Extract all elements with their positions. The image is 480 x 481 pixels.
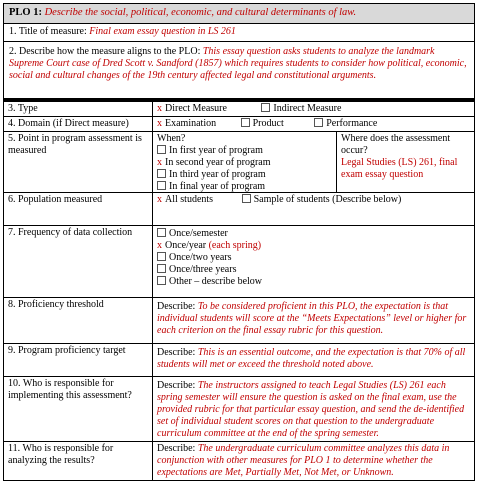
target-row	[4, 344, 475, 377]
other-option[interactable]: Other – describe below	[157, 276, 470, 288]
population-label: 6. Population measured	[4, 193, 153, 226]
examination-option[interactable]: x Examination	[157, 118, 217, 129]
threshold-cell	[153, 298, 475, 344]
checkbox-icon	[241, 118, 250, 127]
checkbox-icon	[157, 252, 166, 261]
population-options	[153, 193, 475, 226]
domain-label: 4. Domain (if Direct measure)	[4, 117, 153, 132]
second-year-option[interactable]: x In second year of program	[157, 157, 271, 168]
domain-options	[153, 117, 475, 132]
checkbox-icon	[157, 276, 166, 285]
frequency-label: 7. Frequency of data collection	[4, 226, 153, 298]
checkbox-icon	[157, 181, 166, 190]
first-year-option[interactable]: In first year of program	[157, 145, 332, 157]
product-option[interactable]: Product	[241, 118, 284, 130]
alignment-row	[3, 42, 475, 99]
target-value: This is an essential outcome, and the expectation is that 70% of all students will met or exceed the threshold noted above.	[157, 347, 466, 370]
analysis-label: 11. Who is responsible for analyzing the results?	[4, 442, 153, 481]
implementation-label: 10. Who is responsible for implementing this assessment?	[4, 377, 153, 442]
assessment-table	[3, 101, 475, 481]
where-label: Where does the assessment occur?	[341, 133, 451, 156]
threshold-row	[4, 298, 475, 344]
all-students-option[interactable]: x All students	[157, 194, 214, 205]
domain-row	[4, 117, 475, 132]
alignment-label: 2. Describe how the measure aligns to the PLO:	[9, 46, 201, 57]
implementation-row	[4, 377, 475, 442]
title-value: Final exam essay question in LS 261	[89, 26, 236, 37]
type-label: 3. Type	[4, 102, 153, 117]
once-two-years-option[interactable]: Once/two years	[157, 252, 470, 264]
plo-description: Describe the social, political, economic, and cultural determinants of law.	[44, 7, 357, 18]
target-label: 9. Program proficiency target	[4, 344, 153, 377]
analysis-cell	[153, 442, 475, 481]
implementation-value: The instructors assigned to teach Legal Studies (LS) 261 each spring semester will ensure the question is asked on the final exam, use the provided rubric for that particular essay question, and send the de-identified set of individual student scores on that question to the undergraduate curriculum committee at the end of the spring semester.	[157, 380, 465, 439]
type-options	[153, 102, 475, 117]
analysis-row	[4, 442, 475, 481]
checkbox-icon	[242, 194, 251, 203]
point-in-program-row	[4, 132, 475, 193]
once-semester-option[interactable]: Once/semester	[157, 228, 470, 240]
threshold-describe: Describe:	[157, 301, 196, 312]
checkbox-icon	[157, 264, 166, 273]
when-label: When?	[157, 133, 186, 144]
checkbox-icon	[314, 118, 323, 127]
plo-label: PLO 1:	[9, 7, 42, 18]
where-column	[337, 132, 474, 192]
title-label: 1. Title of measure:	[9, 26, 87, 37]
when-column	[153, 132, 337, 192]
threshold-value: To be considered proficient in this PLO, the expectation is that individual students will score at the “Meets Expectations” level or higher for each criterion on the final essay rubric for this question.	[157, 301, 467, 336]
direct-measure-option[interactable]: x Direct Measure	[157, 103, 227, 114]
implementation-cell	[153, 377, 475, 442]
third-year-option[interactable]: In third year of program	[157, 169, 332, 181]
frequency-row	[4, 226, 475, 298]
point-label: 5. Point in program assessment is measured	[4, 132, 153, 193]
checkbox-icon	[261, 103, 270, 112]
where-value: Legal Studies (LS) 261, final exam essay question	[341, 157, 458, 180]
performance-option[interactable]: Performance	[314, 118, 377, 130]
target-cell	[153, 344, 475, 377]
checkbox-icon	[157, 145, 166, 154]
analysis-describe: Describe:	[157, 443, 196, 454]
title-of-measure-row	[3, 24, 475, 42]
indirect-measure-option[interactable]: Indirect Measure	[261, 103, 341, 115]
sample-students-option[interactable]: Sample of students (Describe below)	[242, 194, 402, 206]
plo-header	[3, 3, 475, 24]
once-year-option[interactable]: x Once/year (each spring)	[157, 240, 262, 251]
target-describe: Describe:	[157, 347, 196, 358]
checkbox-icon	[157, 169, 166, 178]
analysis-value: The undergraduate curriculum committee analyzes this data in conjunction with other measures for PLO 1 to determine whether the expectations are Met, Partially Met, Not Met, or Unknown.	[157, 443, 450, 478]
once-three-years-option[interactable]: Once/three years	[157, 264, 470, 276]
frequency-options	[153, 226, 475, 298]
checkbox-icon	[157, 228, 166, 237]
implementation-describe: Describe:	[157, 380, 196, 391]
population-row	[4, 193, 475, 226]
type-row	[4, 102, 475, 117]
alignment-value: This essay question asks students to analyze the landmark Supreme Court case of Dred Scott v. Sandford (1857) which requires students to consider how political, economic, social and cultural changes of the 19th century affected legal and constitutional arguments.	[9, 46, 467, 81]
final-year-option[interactable]: In final year of program	[157, 181, 332, 193]
threshold-label: 8. Proficiency threshold	[4, 298, 153, 344]
